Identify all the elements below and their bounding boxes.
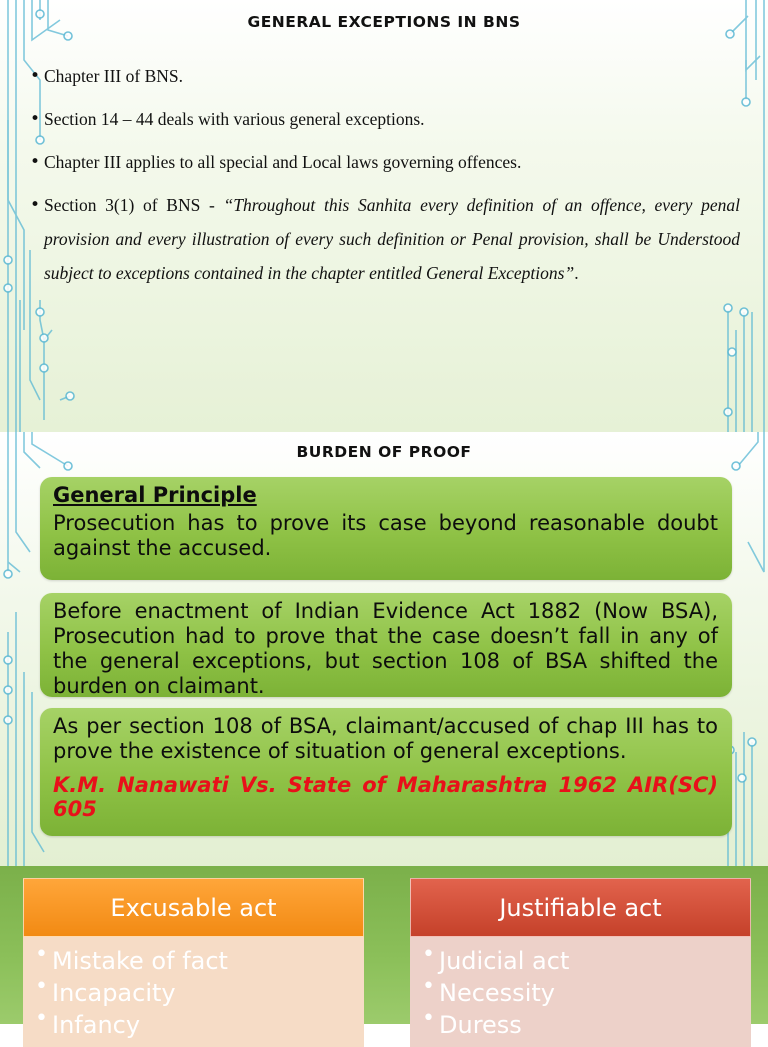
list-item: • Incapacity — [35, 977, 364, 1009]
section-3-1-intro: Section 3(1) of BNS - — [44, 195, 224, 215]
case-citation: K.M. Nanawati Vs. State of Maharashtra 1962 AIR(SC) 605 — [53, 773, 718, 821]
before-enactment-text: Before enactment of Indian Evidence Act 1882 (Now BSA), Prosecution had to prove that the case doesn’t fall in any of the general exceptions, but section 108 of BSA shifted the burden on claimant. — [53, 599, 718, 698]
bullet-section-3-1 — [30, 188, 740, 290]
exceptions-bullet-list — [30, 64, 740, 309]
list-item: • Infancy — [35, 1009, 364, 1041]
general-principle-heading: General Principle — [53, 483, 257, 507]
list-item: • Judicial act — [422, 945, 751, 977]
section-3-1-end: . — [574, 263, 579, 283]
slide2-title: BURDEN OF PROOF — [296, 443, 472, 461]
bullet-chapter-iii: • Chapter III of BNS. — [30, 64, 740, 88]
list-item: • Necessity — [422, 977, 751, 1009]
excusable-act-list — [23, 937, 364, 1047]
section-108-box — [40, 708, 732, 836]
bullet-section-range: • Section 14 – 44 deals with various general exceptions. — [30, 107, 740, 131]
excusable-act-heading: Excusable act — [23, 878, 364, 937]
bullet-applies-to-laws: • Chapter III applies to all special and Local laws governing offences. — [30, 150, 740, 174]
section-3-1-quote: “Throughout this Sanhita every definition of an offence, every penal provision and every illustration of every such definition or Penal provision, shall be Understood subject to exceptions contained in the chapter entitled General Exceptions” — [44, 195, 740, 283]
excusable-act-column — [23, 878, 364, 1038]
justifiable-act-heading: Justifiable act — [410, 878, 751, 937]
list-item: • Mistake of fact — [35, 945, 364, 977]
before-enactment-box — [40, 593, 732, 697]
general-principle-box — [40, 477, 732, 580]
list-item: • Duress — [422, 1009, 751, 1041]
slide1-title: GENERAL EXCEPTIONS IN BNS — [247, 13, 521, 31]
justifiable-act-column — [410, 878, 751, 1038]
section-108-text: As per section 108 of BSA, claimant/accused of chap III has to prove the existence of situation of general exceptions. — [53, 714, 718, 763]
general-principle-text: Prosecution has to prove its case beyond reasonable doubt against the accused. — [53, 511, 718, 560]
justifiable-act-list — [410, 937, 751, 1047]
